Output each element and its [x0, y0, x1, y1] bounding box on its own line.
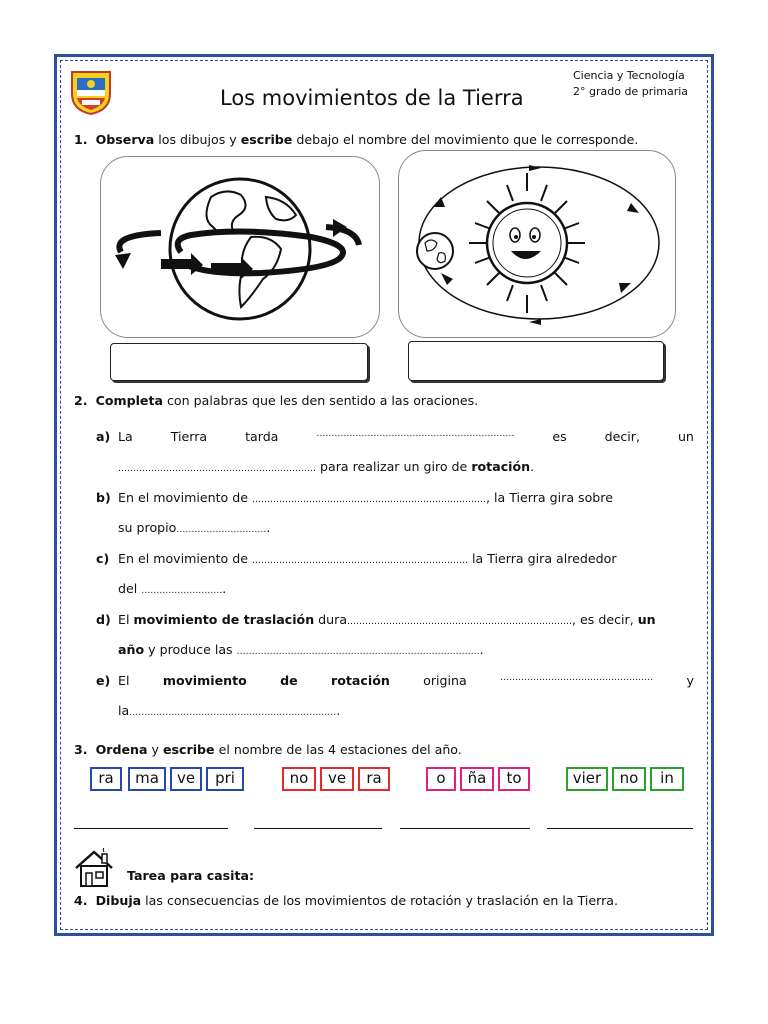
item-a-line1: [118, 429, 694, 444]
item-label: b): [96, 490, 111, 505]
item-label: c): [96, 551, 110, 566]
item-c-line1: [118, 551, 617, 566]
q3-verb-ordena: Ordena: [95, 742, 148, 757]
question-number: 4.: [74, 893, 88, 908]
q4-text: las consecuencias de los movimientos de rotación y traslación en la Tierra.: [141, 893, 619, 908]
text: dura: [314, 612, 348, 627]
season-answer-line[interactable]: [254, 828, 382, 829]
word: La: [118, 429, 133, 444]
question-1: [74, 132, 638, 147]
text: .: [530, 459, 535, 474]
question-4: [74, 893, 618, 908]
syllable-card[interactable]: ve: [320, 767, 354, 791]
syllable-card[interactable]: ma: [128, 767, 166, 791]
q1-text-end: debajo el nombre del movimiento que le corresponde.: [292, 132, 639, 147]
school-logo: [68, 68, 114, 116]
bold-text: rotación: [471, 459, 531, 474]
q3-text: y: [147, 742, 163, 757]
syllable-card[interactable]: ña: [460, 767, 494, 791]
blank-line[interactable]: …………………………………………………………………: [347, 617, 573, 627]
item-e-line1: [118, 673, 694, 688]
bold-text: año: [118, 642, 145, 657]
text: para realizar un giro de: [316, 459, 472, 474]
blank-line[interactable]: ……………………………………………………………: [129, 708, 337, 718]
season-answer-line[interactable]: [74, 828, 228, 829]
subject-name: Ciencia y Tecnología: [573, 69, 685, 82]
word: decir,: [604, 429, 640, 444]
text: la Tierra gira alrededor: [468, 551, 617, 566]
item-d-line1: [118, 612, 656, 627]
question-number: 2.: [74, 393, 88, 408]
blank-line[interactable]: ………………………………………………………………: [252, 556, 469, 566]
blank-line[interactable]: ………………………………………………………………………: [236, 647, 480, 657]
text: , la Tierra gira sobre: [486, 490, 613, 505]
item-label: a): [96, 429, 111, 444]
item-c-line2: [118, 581, 226, 596]
question-number: 3.: [74, 742, 88, 757]
item-b-line1: [118, 490, 613, 505]
season-answer-line[interactable]: [400, 828, 530, 829]
syllable-card[interactable]: no: [612, 767, 646, 791]
item-b-line2: [118, 520, 270, 535]
blank-line[interactable]: ……………………………………………………………………: [252, 495, 487, 505]
syllable-card[interactable]: pri: [206, 767, 244, 791]
syllable-card[interactable]: vier: [566, 767, 608, 791]
question-2: [74, 393, 478, 408]
syllable-card[interactable]: in: [650, 767, 684, 791]
page-title: Los movimientos de la Tierra: [220, 86, 524, 110]
text: .: [336, 703, 341, 718]
season-answer-line[interactable]: [547, 828, 693, 829]
q3-text-end: el nombre de las 4 estaciones del año.: [214, 742, 462, 757]
word: origina: [423, 673, 467, 688]
rotation-image: [100, 156, 380, 338]
rotating-earth-drawing: [101, 157, 379, 337]
text: y produce las: [144, 642, 237, 657]
text: la: [118, 703, 130, 718]
translation-answer-box[interactable]: [408, 341, 664, 381]
word: y: [686, 673, 694, 688]
blank-line[interactable]: …………………………………………………………: [118, 464, 316, 474]
item-label: e): [96, 673, 111, 688]
q4-verb: Dibuja: [95, 893, 142, 908]
syllable-card[interactable]: to: [498, 767, 530, 791]
bold-text: movimiento: [162, 673, 247, 688]
q3-verb-escribe: escribe: [162, 742, 215, 757]
text: El: [118, 612, 134, 627]
item-label: d): [96, 612, 111, 627]
text: .: [479, 642, 484, 657]
text: En el movimiento de: [118, 490, 253, 505]
item-a-line2: [118, 459, 534, 474]
q1-verb-observa: Observa: [95, 132, 155, 147]
word: El: [118, 673, 130, 688]
orbit-drawing: [399, 151, 675, 337]
question-3: [74, 742, 462, 757]
blank-line[interactable]: ………………………: [141, 586, 223, 596]
syllable-card[interactable]: ra: [90, 767, 122, 791]
subject-info: [573, 68, 688, 100]
blank-line[interactable]: …………………………: [176, 525, 267, 535]
word: Tierra: [170, 429, 208, 444]
q2-text: con palabras que les den sentido a las oraciones.: [163, 393, 479, 408]
syllable-card[interactable]: o: [426, 767, 456, 791]
syllable-card[interactable]: no: [282, 767, 316, 791]
grade-level: 2° grado de primaria: [573, 85, 689, 98]
q1-text: los dibujos y: [154, 132, 241, 147]
item-e-line2: [118, 703, 340, 718]
syllable-card[interactable]: ve: [170, 767, 202, 791]
q1-verb-escribe: escribe: [240, 132, 293, 147]
rotation-answer-box[interactable]: [110, 343, 368, 381]
word: tarda: [245, 429, 279, 444]
text: En el movimiento de: [118, 551, 253, 566]
syllable-card[interactable]: ra: [358, 767, 390, 791]
item-d-line2: [118, 642, 484, 657]
q2-verb: Completa: [95, 393, 163, 408]
translation-image: [398, 150, 676, 338]
bold-text: de: [280, 673, 298, 688]
question-number: 1.: [74, 132, 88, 147]
homework-label: Tarea para casita:: [127, 868, 255, 883]
text: .: [266, 520, 271, 535]
text: .: [222, 581, 227, 596]
word: es: [552, 429, 567, 444]
text: , es decir,: [572, 612, 638, 627]
bold-text: rotación: [331, 673, 390, 688]
word: un: [677, 429, 694, 444]
blank-line[interactable]: …………………………………………………………: [316, 429, 515, 439]
text: del: [118, 581, 142, 596]
bold-text: un: [637, 612, 656, 627]
house-icon: [72, 848, 116, 890]
text: su propio: [118, 520, 177, 535]
blank-line[interactable]: ……………………………………………: [500, 673, 654, 683]
bold-text: movimiento de traslación: [133, 612, 315, 627]
